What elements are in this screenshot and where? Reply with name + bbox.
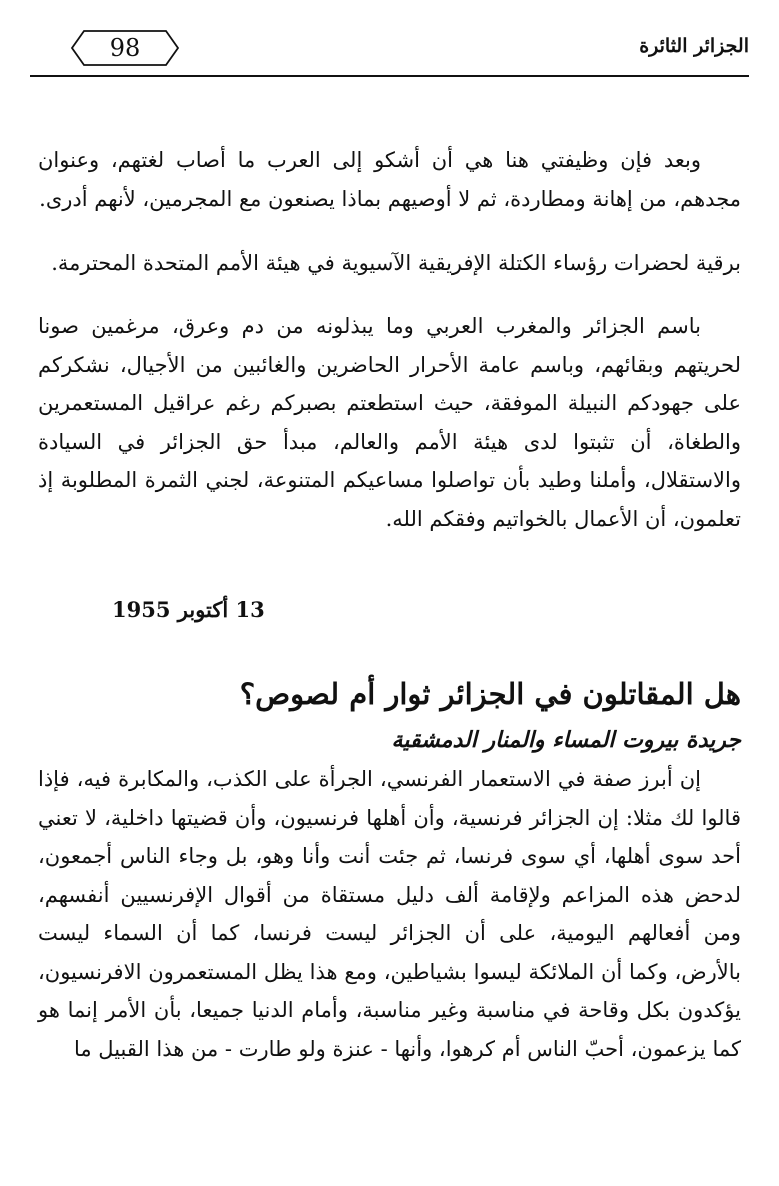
paragraph-article-body: إن أبرز صفة في الاستعمار الفرنسي، الجرأة على الكذب، والمكابرة فيه، فإذا قالوا لك مثلا: إن الجزائر فرنسية، وأن أهلها فرنسيون، وأن قضيتها داخلية، لا تعني أحد سوى أهلها، أي سوى فرنسا، ثم جئت أنت وأنا وهو، بل وجاء الناس أجمعون، لدحض هذه المزاعم ولإقامة ألف دليل مستقاة من أقوال الإفرنسيين أنفسهم، ومن أفعالهم اليومية، على أن الجزائر ليست فرنسا، كما أن السماء ليست بالأرض، وكما أن الملائكة ليسوا بشياطين، ومع هذا يظل المستعمرون الافرنسيون، يؤكدون بكل وقاحة في مناسبة وغير مناسبة، وأمام الدنيا جميعا، بأن الأمر إنما هو كما يزعمون، أحبّ الناس أم كرهوا، وأنها - عنزة ولو طارت - من هذا القبيل ما — [38, 767, 742, 1061]
paragraph-telegram-body: باسم الجزائر والمغرب العربي وما يبذلونه من دم وعرق، مرغمين صونا لحريتهم وبقائهم، وباسم عامة الأحرار الحاضرين والغائبين من الأجيال، نشكركم على جهودكم النبيلة الموفقة، حيث استطعتم بصبركم رغم عراقيل المستعمرين والطغاة، أن تثبتوا لدى هيئة الأمم والعالم، مبدأ حق الجزائر في السيادة والاستقلال، وأملنا وطيد بأن تواصلوا مساعيكم المتنوعة، لجني الثمرة المطلوبة إذ تعلمون، أن الأعمال بالخواتيم وفقكم الله. — [38, 314, 741, 531]
telegram-date: 13 أكتوبر 1955 — [112, 597, 265, 622]
page-number: 98 — [109, 34, 141, 62]
telegram-heading-block — [38, 244, 741, 283]
page-number-badge — [70, 29, 180, 67]
top-body-text — [38, 141, 741, 218]
paragraph-complaint: وبعد فإن وظيفتي هنا هي أن أشكو إلى العرب ما أصاب لغتهم، وعنوان مجدهم، من إهانة ومطاردة، ثم لا أوصيهم بماذا يصنعون مع المجرمين، لأنهم أدرى. — [38, 148, 741, 211]
article-body-block — [38, 760, 741, 1068]
date-line — [0, 590, 778, 630]
article-title: هل المقاتلون في الجزائر ثوار أم لصوص؟ — [239, 677, 741, 711]
article-source: جريدة بيروت المساء والمنار الدمشقية — [391, 727, 741, 753]
telegram-body-block — [38, 307, 741, 538]
paragraph-telegram-address: برقية لحضرات رؤساء الكتلة الإفريقية الآسيوية في هيئة الأمم المتحدة المحترمة. — [51, 251, 741, 275]
running-header — [30, 25, 749, 75]
running-title: الجزائر الثائرة — [639, 35, 749, 57]
header-rule — [30, 75, 749, 77]
